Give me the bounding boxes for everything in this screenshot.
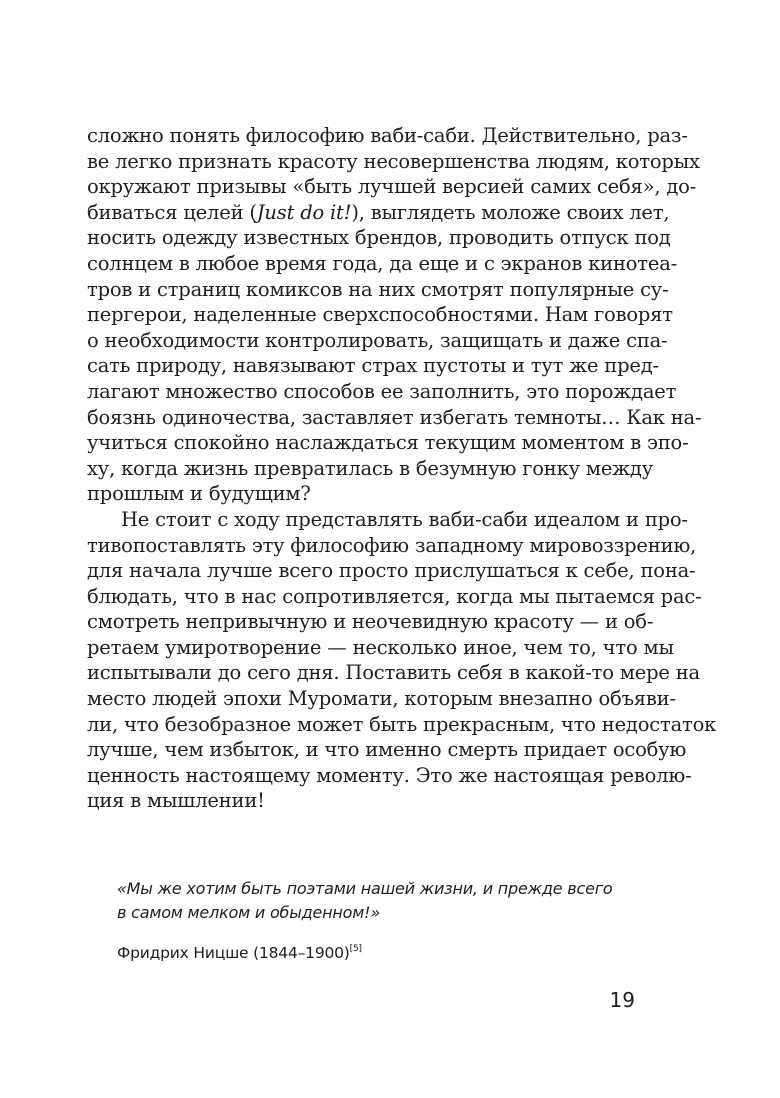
text-line: тивопоставлять эту философию западному мировоззрению, — [87, 533, 697, 557]
text-line: ли, что безобразное может быть прекрасным, что недостаток — [87, 712, 717, 736]
text-line: учиться спокойно наслаждаться текущим моментом в эпо- — [87, 431, 689, 455]
text-line: блюдать, что в нас сопротивляется, когда мы пытаемся рас- — [87, 584, 702, 608]
paragraph-1 — [87, 123, 702, 507]
text-line: для начала лучше всего просто прислушаться к себе, пона- — [87, 559, 696, 583]
quote-author: Фридрих Ницше (1844–1900)[5] — [117, 944, 362, 962]
text-line: тров и страниц комиксов на них смотрят популярные су- — [87, 277, 669, 301]
text-line: прошлым и будущим? — [87, 482, 311, 506]
text-line: ве легко признать красоту несовершенства людям, которых — [87, 149, 700, 173]
text-line: пергерои, наделенные сверхспособностями. Нам говорят — [87, 303, 673, 327]
footnote-marker[interactable]: [5] — [349, 944, 362, 954]
text-line: смотреть непривычную и неочевидную красоту — и об- — [87, 610, 654, 634]
text-line: лучше, чем избыток, и что именно смерть придает особую — [87, 738, 687, 762]
text-line: сложно понять философию ваби-саби. Действительно, раз- — [87, 124, 688, 147]
quote-line: в самом мелком и обыденном!» — [117, 903, 381, 922]
text-line: носить одежду известных брендов, проводить отпуск под — [87, 226, 671, 250]
text-line: ретаем умиротворение — несколько иное, чем то, что мы — [87, 635, 674, 659]
text-line: солнцем в любое время года, да еще и с экранов кинотеа- — [87, 251, 678, 275]
text-line: лагают множество способов ее заполнить, это порождает — [87, 379, 677, 403]
main-text — [87, 123, 717, 814]
text-line: о необходимости контролировать, защищать и даже спа- — [87, 328, 668, 352]
text-line: Не стоит с ходу представлять ваби-саби идеалом и про- — [121, 507, 688, 531]
page-number: 19 — [609, 988, 635, 1012]
text-line: окружают призывы «быть лучшей версией самих себя», до- — [87, 175, 697, 199]
text-line: сать природу, навязывают страх пустоты и тут же пред- — [87, 354, 659, 378]
text-line: биваться целей (Just do it!), выглядеть моложе своих лет, — [87, 200, 670, 224]
italic-phrase: Just do it! — [256, 200, 352, 224]
text-line: боязнь одиночества, заставляет избегать темноты… Как на- — [87, 405, 702, 429]
text-line: ху, когда жизнь превратилась в безумную гонку между — [87, 456, 653, 480]
quote-line: «Мы же хотим быть поэтами нашей жизни, и прежде всего — [117, 879, 613, 898]
epigraph-quote — [117, 877, 657, 965]
text-line: испытывали до сего дня. Поставить себя в какой-то мере на — [87, 661, 700, 685]
paragraph-2 — [87, 507, 717, 814]
text-line: место людей эпохи Муромати, которым внезапно объяви- — [87, 687, 676, 711]
text-line: ция в мышлении! — [87, 789, 265, 813]
text-line: ценность настоящему моменту. Это же настоящая револю- — [87, 763, 692, 787]
